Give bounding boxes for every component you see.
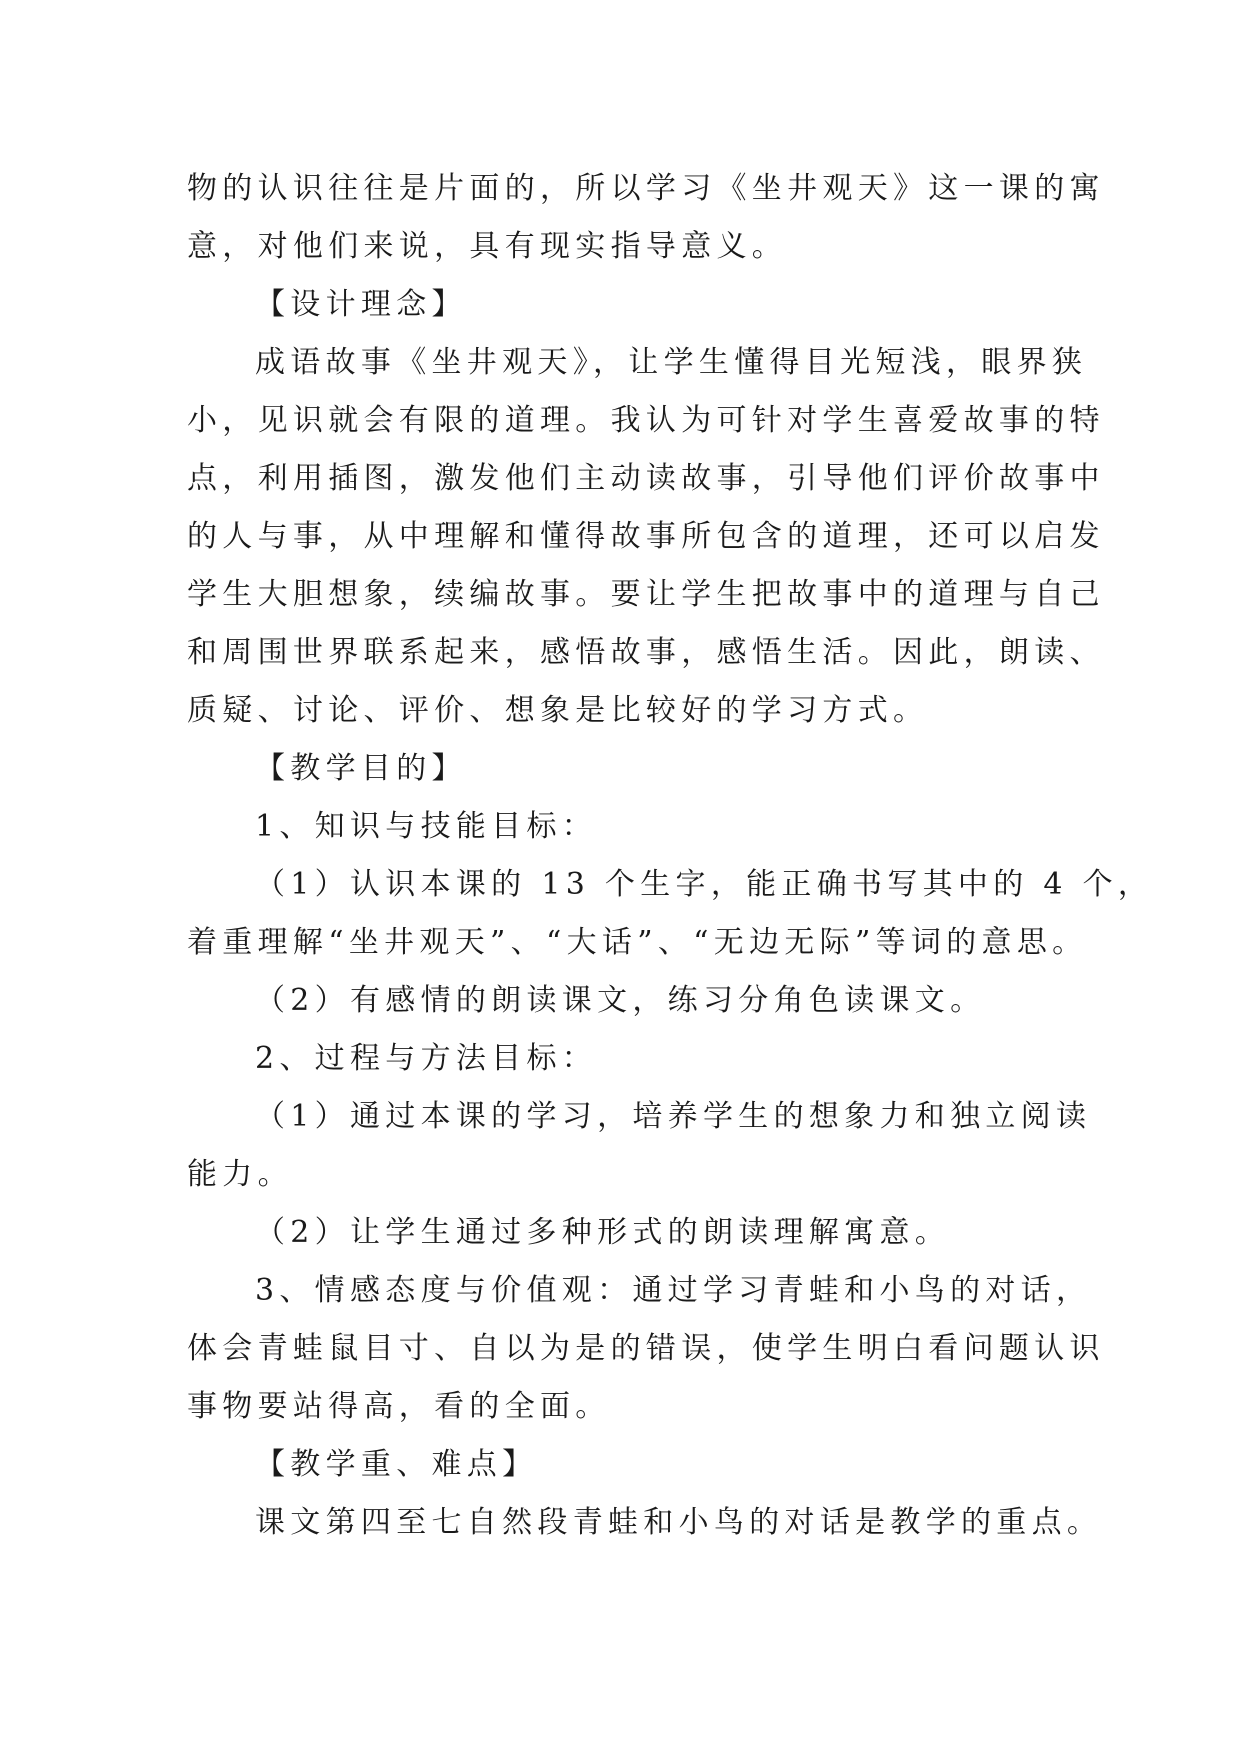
text-line: （1）认识本课的 13 个生字，能正确书写其中的 4 个， [255, 867, 1154, 902]
document-page [187, 160, 1154, 1552]
list-item-heading: 1、知识与技能目标： [255, 809, 598, 844]
text-line: 的人与事，从中理解和懂得故事所包含的道理，还可以启发 [187, 519, 1105, 554]
text-line: 着重理解“坐井观天”、“大话”、“无边无际”等词的意思。 [187, 925, 1088, 960]
text-line: 和周围世界联系起来，感悟故事，感悟生活。因此，朗读、 [187, 635, 1105, 670]
text-line: （2）让学生通过多种形式的朗读理解寓意。 [255, 1215, 951, 1250]
text-line: 体会青蛙鼠目寸、自以为是的错误，使学生明白看问题认识 [187, 1331, 1105, 1366]
text-line: 能力。 [187, 1157, 293, 1192]
text-line: 课文第四至七自然段青蛙和小鸟的对话是教学的重点。 [255, 1505, 1103, 1540]
text-line: （1）通过本课的学习，培养学生的想象力和独立阅读 [255, 1099, 1092, 1134]
text-line: 学生大胆想象，续编故事。要让学生把故事中的道理与自己 [187, 577, 1105, 612]
text-line: 物的认识往往是片面的，所以学习《坐井观天》这一课的寓 [187, 171, 1105, 206]
list-item-heading: 2、过程与方法目标： [255, 1041, 598, 1076]
text-line: 小，见识就会有限的道理。我认为可针对学生喜爱故事的特 [187, 403, 1105, 438]
text-line: 点，利用插图，激发他们主动读故事，引导他们评价故事中 [187, 461, 1105, 496]
section-heading-teaching-goals: 【教学目的】 [255, 751, 467, 786]
list-item-heading: 3、情感态度与价值观：通过学习青蛙和小鸟的对话， [255, 1273, 1092, 1308]
text-line: （2）有感情的朗读课文，练习分角色读课文。 [255, 983, 986, 1018]
section-heading-key-points: 【教学重、难点】 [255, 1447, 538, 1482]
text-line: 质疑、讨论、评价、想象是比较好的学习方式。 [187, 693, 929, 728]
text-line: 成语故事《坐井观天》，让学生懂得目光短浅，眼界狭 [255, 345, 1088, 380]
text-line: 事物要站得高，看的全面。 [187, 1389, 611, 1424]
section-heading-design-concept: 【设计理念】 [255, 287, 467, 322]
text-line: 意，对他们来说，具有现实指导意义。 [187, 229, 788, 264]
